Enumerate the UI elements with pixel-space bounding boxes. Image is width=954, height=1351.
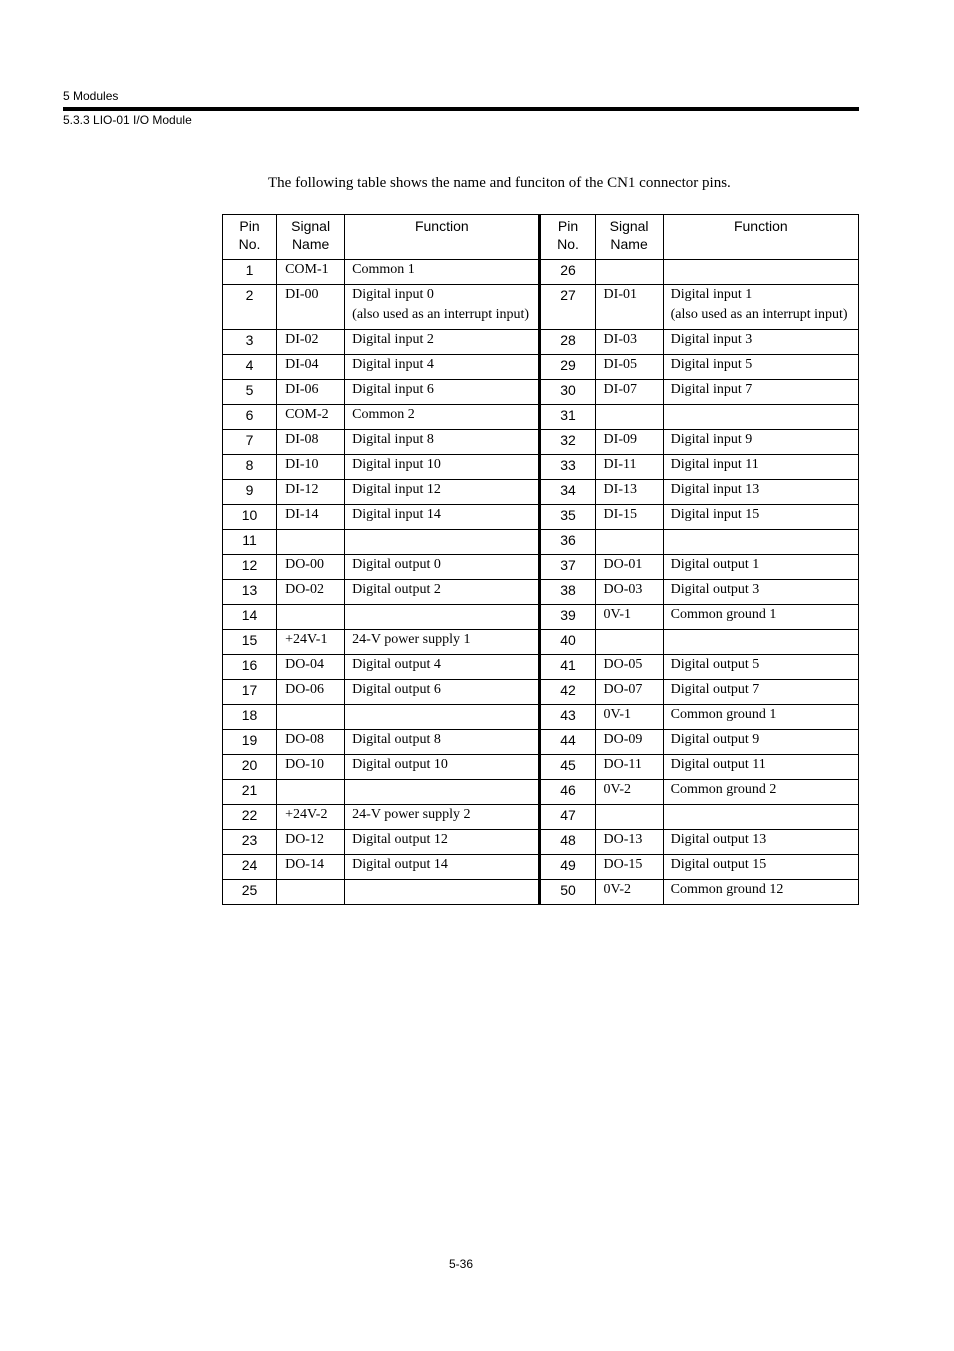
function-cell: Digital input 0 (also used as an interrupt input) xyxy=(345,285,540,330)
pin-number-cell: 28 xyxy=(540,330,595,355)
signal-name-cell: DO-09 xyxy=(595,730,663,755)
col-signal-name-2: Signal Name xyxy=(595,215,663,260)
function-cell xyxy=(345,880,540,905)
signal-name-cell: DI-05 xyxy=(595,355,663,380)
signal-name-cell xyxy=(595,630,663,655)
pin-number-cell: 16 xyxy=(223,655,277,680)
function-cell: Digital input 10 xyxy=(345,455,540,480)
signal-name-cell: DI-14 xyxy=(277,505,345,530)
function-cell: Common ground 1 xyxy=(663,705,858,730)
pin-number-cell: 40 xyxy=(540,630,595,655)
pin-number-cell: 39 xyxy=(540,605,595,630)
pin-number-cell: 23 xyxy=(223,830,277,855)
signal-name-cell: DO-03 xyxy=(595,580,663,605)
function-cell: Digital output 13 xyxy=(663,830,858,855)
signal-name-cell: DO-08 xyxy=(277,730,345,755)
pin-number-cell: 34 xyxy=(540,480,595,505)
pin-number-cell: 46 xyxy=(540,780,595,805)
signal-name-cell: DI-10 xyxy=(277,455,345,480)
function-cell xyxy=(663,630,858,655)
col-function: Function xyxy=(345,215,540,260)
function-cell: Digital output 15 xyxy=(663,855,858,880)
signal-name-cell xyxy=(277,880,345,905)
pin-number-cell: 44 xyxy=(540,730,595,755)
pin-number-cell: 6 xyxy=(223,405,277,430)
pin-number-cell: 7 xyxy=(223,430,277,455)
function-cell: 24-V power supply 2 xyxy=(345,805,540,830)
pin-number-cell: 27 xyxy=(540,285,595,330)
pin-number-cell: 31 xyxy=(540,405,595,430)
signal-name-cell: DO-15 xyxy=(595,855,663,880)
pin-number-cell: 19 xyxy=(223,730,277,755)
table-row xyxy=(223,805,859,830)
function-cell xyxy=(345,530,540,555)
table-row xyxy=(223,505,859,530)
table-row xyxy=(223,480,859,505)
pin-number-cell: 35 xyxy=(540,505,595,530)
col-signal-name: Signal Name xyxy=(277,215,345,260)
pin-number-cell: 5 xyxy=(223,380,277,405)
pin-number-cell: 20 xyxy=(223,755,277,780)
pin-number-cell: 50 xyxy=(540,880,595,905)
signal-name-cell: DI-13 xyxy=(595,480,663,505)
function-cell: Digital input 4 xyxy=(345,355,540,380)
function-cell: Common ground 12 xyxy=(663,880,858,905)
function-cell: Digital input 5 xyxy=(663,355,858,380)
table-row xyxy=(223,355,859,380)
signal-name-cell: DO-14 xyxy=(277,855,345,880)
signal-name-cell: DI-00 xyxy=(277,285,345,330)
pin-number-cell: 29 xyxy=(540,355,595,380)
chapter-header: 5 Modules xyxy=(63,89,119,103)
signal-name-cell: COM-2 xyxy=(277,405,345,430)
pin-number-cell: 45 xyxy=(540,755,595,780)
pin-number-cell: 48 xyxy=(540,830,595,855)
table-row xyxy=(223,530,859,555)
function-cell: Digital output 8 xyxy=(345,730,540,755)
table-row xyxy=(223,555,859,580)
function-cell: Digital input 11 xyxy=(663,455,858,480)
function-cell: Digital output 14 xyxy=(345,855,540,880)
function-cell: Digital input 7 xyxy=(663,380,858,405)
pin-number-cell: 26 xyxy=(540,260,595,285)
function-cell: Digital output 12 xyxy=(345,830,540,855)
col-pin-no: Pin No. xyxy=(223,215,277,260)
table-row xyxy=(223,380,859,405)
pin-number-cell: 8 xyxy=(223,455,277,480)
table-row xyxy=(223,580,859,605)
table-row xyxy=(223,880,859,905)
pin-number-cell: 32 xyxy=(540,430,595,455)
function-cell: Digital input 9 xyxy=(663,430,858,455)
pin-number-cell: 4 xyxy=(223,355,277,380)
table-row xyxy=(223,605,859,630)
function-cell xyxy=(663,530,858,555)
pin-number-cell: 15 xyxy=(223,630,277,655)
pin-number-cell: 14 xyxy=(223,605,277,630)
signal-name-cell: DI-04 xyxy=(277,355,345,380)
function-cell: Digital input 12 xyxy=(345,480,540,505)
intro-text: The following table shows the name and funciton of the CN1 connector pins. xyxy=(268,175,731,191)
header-rule xyxy=(63,107,859,111)
signal-name-cell: DI-15 xyxy=(595,505,663,530)
function-cell: Digital output 10 xyxy=(345,755,540,780)
table-header-row xyxy=(223,215,859,260)
pin-number-cell: 22 xyxy=(223,805,277,830)
signal-name-cell xyxy=(595,530,663,555)
pin-number-cell: 42 xyxy=(540,680,595,705)
section-header: 5.3.3 LIO-01 I/O Module xyxy=(63,113,192,127)
function-cell: Common 1 xyxy=(345,260,540,285)
col-function-2: Function xyxy=(663,215,858,260)
table-row xyxy=(223,855,859,880)
function-cell: Digital input 15 xyxy=(663,505,858,530)
pin-table xyxy=(222,214,859,905)
signal-name-cell xyxy=(595,405,663,430)
function-cell: Digital input 8 xyxy=(345,430,540,455)
pin-number-cell: 47 xyxy=(540,805,595,830)
signal-name-cell xyxy=(595,260,663,285)
function-cell xyxy=(663,260,858,285)
function-cell: Digital output 7 xyxy=(663,680,858,705)
pin-number-cell: 24 xyxy=(223,855,277,880)
function-cell: Digital output 1 xyxy=(663,555,858,580)
signal-name-cell xyxy=(277,705,345,730)
function-cell xyxy=(345,780,540,805)
pin-number-cell: 49 xyxy=(540,855,595,880)
signal-name-cell: DO-02 xyxy=(277,580,345,605)
function-cell: Common ground 1 xyxy=(663,605,858,630)
table-row xyxy=(223,730,859,755)
function-cell: Digital input 3 xyxy=(663,330,858,355)
signal-name-cell: DI-02 xyxy=(277,330,345,355)
function-cell: Digital input 6 xyxy=(345,380,540,405)
signal-name-cell: 0V-1 xyxy=(595,705,663,730)
signal-name-cell: DO-10 xyxy=(277,755,345,780)
function-cell: Digital input 2 xyxy=(345,330,540,355)
function-cell xyxy=(345,605,540,630)
signal-name-cell: 0V-2 xyxy=(595,880,663,905)
pin-number-cell: 33 xyxy=(540,455,595,480)
signal-name-cell: DI-06 xyxy=(277,380,345,405)
pin-table-body xyxy=(223,260,859,905)
signal-name-cell: DO-01 xyxy=(595,555,663,580)
function-cell: Common ground 2 xyxy=(663,780,858,805)
signal-name-cell: DI-01 xyxy=(595,285,663,330)
signal-name-cell xyxy=(277,605,345,630)
table-row xyxy=(223,455,859,480)
pin-number-cell: 21 xyxy=(223,780,277,805)
pin-number-cell: 30 xyxy=(540,380,595,405)
function-cell: Digital output 0 xyxy=(345,555,540,580)
function-cell: Digital output 2 xyxy=(345,580,540,605)
function-cell xyxy=(663,805,858,830)
pin-number-cell: 13 xyxy=(223,580,277,605)
function-cell: Common 2 xyxy=(345,405,540,430)
signal-name-cell: DI-12 xyxy=(277,480,345,505)
signal-name-cell: DI-07 xyxy=(595,380,663,405)
table-row xyxy=(223,260,859,285)
signal-name-cell: DO-05 xyxy=(595,655,663,680)
function-cell: Digital input 13 xyxy=(663,480,858,505)
signal-name-cell: 0V-2 xyxy=(595,780,663,805)
pin-number-cell: 10 xyxy=(223,505,277,530)
pin-number-cell: 12 xyxy=(223,555,277,580)
table-row xyxy=(223,430,859,455)
signal-name-cell: +24V-1 xyxy=(277,630,345,655)
pin-number-cell: 2 xyxy=(223,285,277,330)
signal-name-cell: DI-11 xyxy=(595,455,663,480)
signal-name-cell xyxy=(277,530,345,555)
signal-name-cell: COM-1 xyxy=(277,260,345,285)
function-cell: Digital output 11 xyxy=(663,755,858,780)
signal-name-cell: 0V-1 xyxy=(595,605,663,630)
pin-number-cell: 1 xyxy=(223,260,277,285)
function-cell xyxy=(345,705,540,730)
function-cell: Digital output 6 xyxy=(345,680,540,705)
signal-name-cell: DO-07 xyxy=(595,680,663,705)
col-pin-no-2: Pin No. xyxy=(540,215,595,260)
table-row xyxy=(223,285,859,330)
signal-name-cell xyxy=(595,805,663,830)
pin-number-cell: 25 xyxy=(223,880,277,905)
signal-name-cell: DI-03 xyxy=(595,330,663,355)
function-cell: Digital output 3 xyxy=(663,580,858,605)
pin-number-cell: 9 xyxy=(223,480,277,505)
pin-number-cell: 18 xyxy=(223,705,277,730)
table-row xyxy=(223,705,859,730)
table-row xyxy=(223,630,859,655)
pin-number-cell: 41 xyxy=(540,655,595,680)
signal-name-cell: DO-12 xyxy=(277,830,345,855)
signal-name-cell: DI-08 xyxy=(277,430,345,455)
signal-name-cell: DO-06 xyxy=(277,680,345,705)
pin-number-cell: 36 xyxy=(540,530,595,555)
pin-number-cell: 17 xyxy=(223,680,277,705)
signal-name-cell: +24V-2 xyxy=(277,805,345,830)
function-cell: 24-V power supply 1 xyxy=(345,630,540,655)
page-number: 5-36 xyxy=(449,1257,474,1271)
table-row xyxy=(223,680,859,705)
signal-name-cell: DO-11 xyxy=(595,755,663,780)
function-cell: Digital input 14 xyxy=(345,505,540,530)
signal-name-cell: DI-09 xyxy=(595,430,663,455)
table-row xyxy=(223,830,859,855)
table-row xyxy=(223,780,859,805)
pin-number-cell: 11 xyxy=(223,530,277,555)
function-cell: Digital output 5 xyxy=(663,655,858,680)
function-cell xyxy=(663,405,858,430)
table-row xyxy=(223,330,859,355)
pin-number-cell: 43 xyxy=(540,705,595,730)
function-cell: Digital output 4 xyxy=(345,655,540,680)
table-row xyxy=(223,755,859,780)
table-row xyxy=(223,405,859,430)
pin-number-cell: 3 xyxy=(223,330,277,355)
signal-name-cell: DO-04 xyxy=(277,655,345,680)
table-row xyxy=(223,655,859,680)
function-cell: Digital input 1 (also used as an interrupt input) xyxy=(663,285,858,330)
function-cell: Digital output 9 xyxy=(663,730,858,755)
pin-number-cell: 38 xyxy=(540,580,595,605)
pin-number-cell: 37 xyxy=(540,555,595,580)
signal-name-cell xyxy=(277,780,345,805)
signal-name-cell: DO-13 xyxy=(595,830,663,855)
signal-name-cell: DO-00 xyxy=(277,555,345,580)
